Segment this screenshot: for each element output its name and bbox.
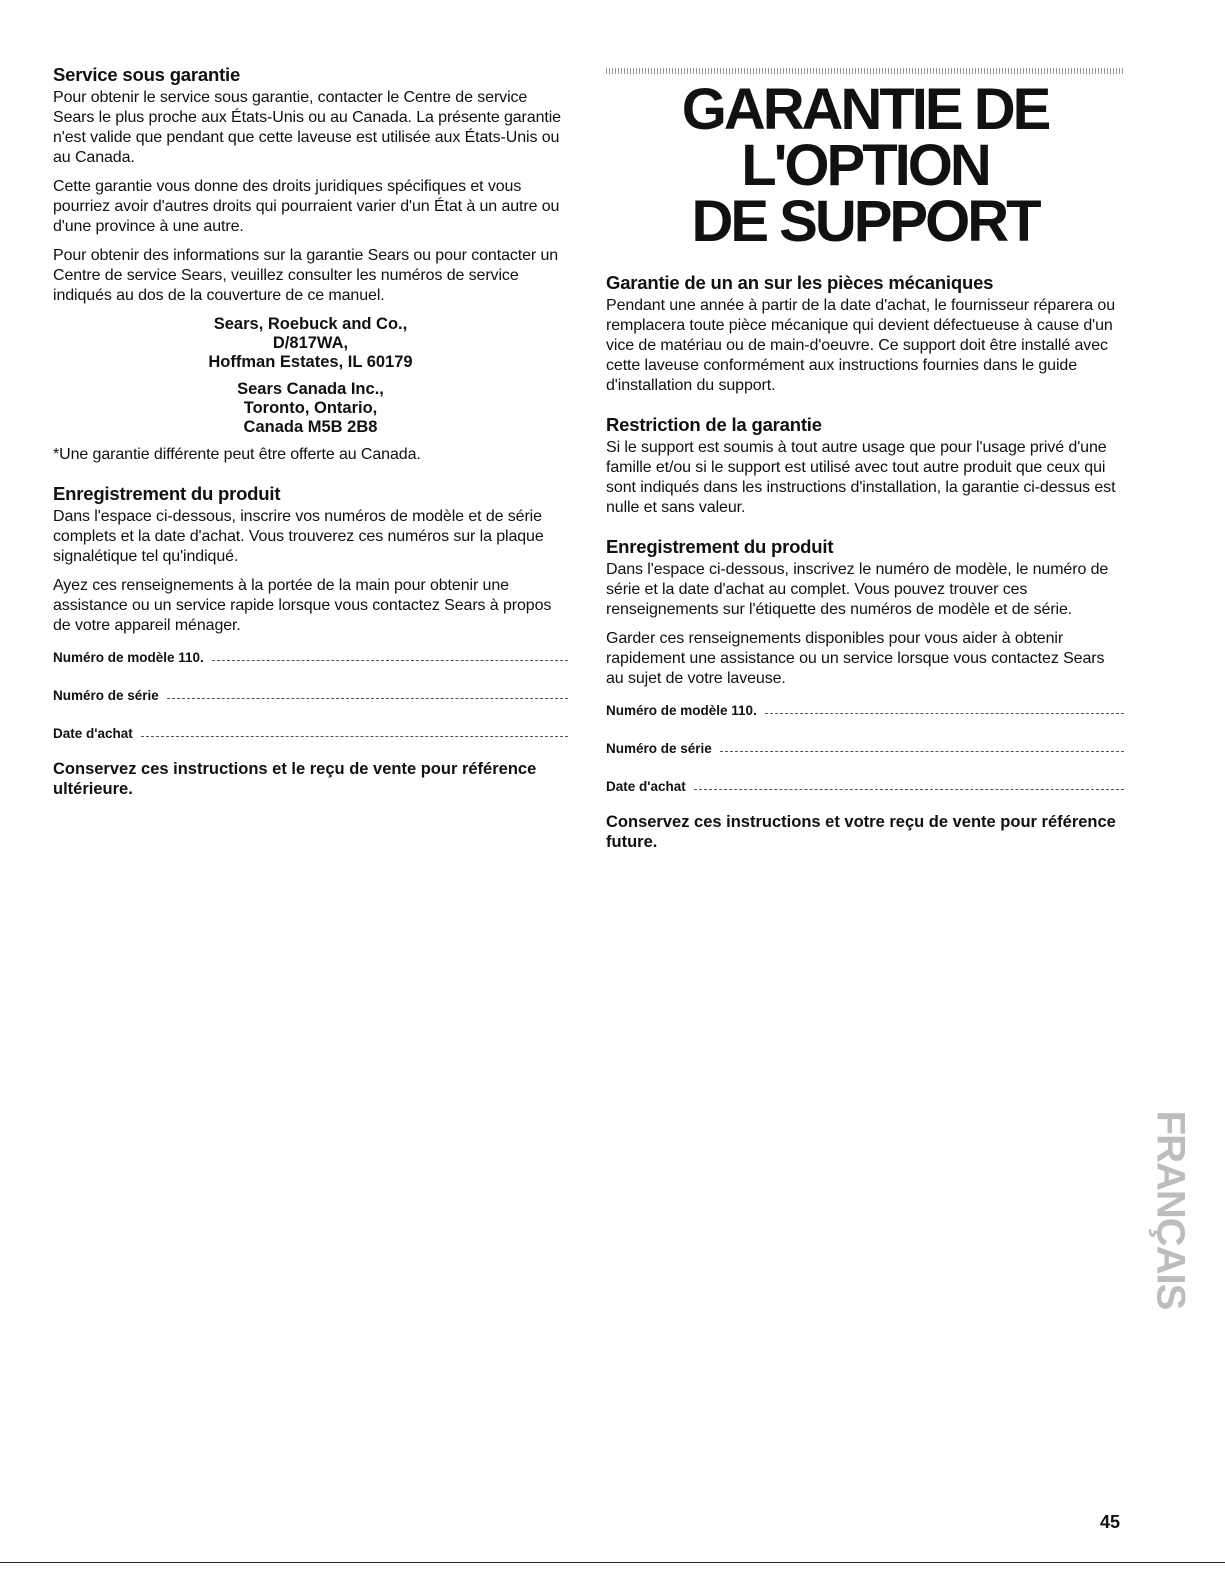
model-number-label: Numéro de modèle 110. bbox=[53, 650, 204, 665]
keep-instructions-note: Conservez ces instructions et le reçu de vente pour référence ultérieure. bbox=[53, 760, 537, 798]
serial-number-line bbox=[167, 698, 568, 699]
language-side-tab bbox=[1148, 1075, 1193, 1345]
purchase-date-field[interactable] bbox=[606, 774, 1124, 794]
purchase-date-line bbox=[141, 736, 568, 737]
model-number-label: Numéro de modèle 110. bbox=[606, 703, 757, 718]
service-paragraph-1: Pour obtenir le service sous garantie, contacter le Centre de service Sears le plus proche aux États-Unis ou au Canada. La présente garantie n'est valide que pendant que cette laveuse est utilisée aux États-Unis ou au Canada. bbox=[53, 89, 561, 166]
language-side-tab-label: FRANÇAIS bbox=[1148, 1110, 1193, 1310]
serial-number-field[interactable] bbox=[606, 736, 1124, 756]
sears-us-address bbox=[53, 315, 568, 372]
serial-number-field[interactable] bbox=[53, 683, 568, 703]
registration-heading: Enregistrement du produit bbox=[606, 536, 834, 557]
page-number: 45 bbox=[1100, 1512, 1121, 1532]
purchase-date-line bbox=[694, 789, 1124, 790]
title-rule bbox=[606, 68, 1124, 74]
right-registration-section bbox=[606, 536, 1124, 852]
registration-paragraph-2: Garder ces renseignements disponibles pour vous aider à obtenir rapidement une assistance ou un service lorsque vous contactez Sears au sujet de votre laveuse. bbox=[606, 630, 1105, 687]
left-registration-section bbox=[53, 483, 568, 799]
service-heading: Service sous garantie bbox=[53, 64, 241, 85]
model-number-line bbox=[212, 660, 568, 661]
serial-number-line bbox=[720, 751, 1124, 752]
sears-canada-address bbox=[53, 380, 568, 437]
model-number-field[interactable] bbox=[606, 698, 1124, 718]
registration-paragraph-1: Dans l'espace ci-dessous, inscrire vos numéros de modèle et de série complets et la date d'achat. Vous trouverez ces numéros sur la plaque signalétique tel qu'indiqué. bbox=[53, 508, 544, 565]
purchase-date-label: Date d'achat bbox=[53, 726, 133, 741]
purchase-date-label: Date d'achat bbox=[606, 779, 686, 794]
service-paragraph-2: Cette garantie vous donne des droits juridiques spécifiques et vous pourriez avoir d'autres droits qui pourraient varier d'un État à un autre ou d'une province à une autre. bbox=[53, 178, 560, 235]
model-number-line bbox=[765, 713, 1124, 714]
restriction-paragraph: Si le support est soumis à tout autre usage que pour l'usage privé d'une famille et/ou si le support est utilisé avec tout autre produit que ceux qui sont indiqués dans les instructions d'installation, la garantie ci-dessus est nulle et sans valeur. bbox=[606, 439, 1116, 516]
right-column bbox=[606, 68, 1124, 852]
canada-warranty-note: *Une garantie différente peut être offerte au Canada. bbox=[53, 446, 421, 463]
address-line: D/817WA, bbox=[272, 334, 349, 352]
model-number-field[interactable] bbox=[53, 645, 568, 665]
address-line: Hoffman Estates, IL 60179 bbox=[208, 353, 413, 371]
serial-number-label: Numéro de série bbox=[53, 688, 159, 703]
mechanical-warranty-heading: Garantie de un an sur les pièces mécaniques bbox=[606, 272, 994, 293]
address-line: Toronto, Ontario, bbox=[243, 399, 378, 417]
page-title-line-1: GARANTIE DE L'OPTION bbox=[681, 77, 1049, 198]
address-line: Sears, Roebuck and Co., bbox=[213, 315, 408, 333]
restriction-heading: Restriction de la garantie bbox=[606, 414, 822, 435]
page-title-line-2: DE SUPPORT bbox=[691, 189, 1039, 254]
mechanical-warranty-paragraph: Pendant une année à partir de la date d'achat, le fournisseur réparera ou remplacera toute pièce mécanique qui devient défectueuse à cause d'un vice de matériau ou de main-d'oeuvre. Ce support doit être installé avec cette laveuse conformément aux instructions fournies dans le guide d'installation du support. bbox=[606, 297, 1115, 394]
keep-instructions-note: Conservez ces instructions et votre reçu de vente pour référence future. bbox=[606, 813, 1116, 851]
page-title bbox=[606, 77, 1124, 254]
service-paragraph-3: Pour obtenir des informations sur la garantie Sears ou pour contacter un Centre de service Sears, veuillez consulter les numéros de service indiqués au dos de la couverture de ce manuel. bbox=[53, 247, 559, 304]
registration-paragraph-1: Dans l'espace ci-dessous, inscrivez le numéro de modèle, le numéro de série et la date d'achat au complet. Vous pouvez trouver ces renseignements sur l'étiquette des numéros de modèle et de série. bbox=[606, 561, 1109, 618]
left-column bbox=[53, 64, 568, 799]
address-line: Sears Canada Inc., bbox=[237, 380, 384, 398]
registration-heading: Enregistrement du produit bbox=[53, 483, 281, 504]
serial-number-label: Numéro de série bbox=[606, 741, 712, 756]
address-line: Canada M5B 2B8 bbox=[243, 418, 378, 436]
registration-paragraph-2: Ayez ces renseignements à la portée de la main pour obtenir une assistance ou un service rapide lorsque vous contactez Sears à propos de votre appareil ménager. bbox=[53, 577, 552, 634]
bottom-rule bbox=[0, 1562, 1225, 1563]
purchase-date-field[interactable] bbox=[53, 721, 568, 741]
restriction-section bbox=[606, 414, 1124, 518]
